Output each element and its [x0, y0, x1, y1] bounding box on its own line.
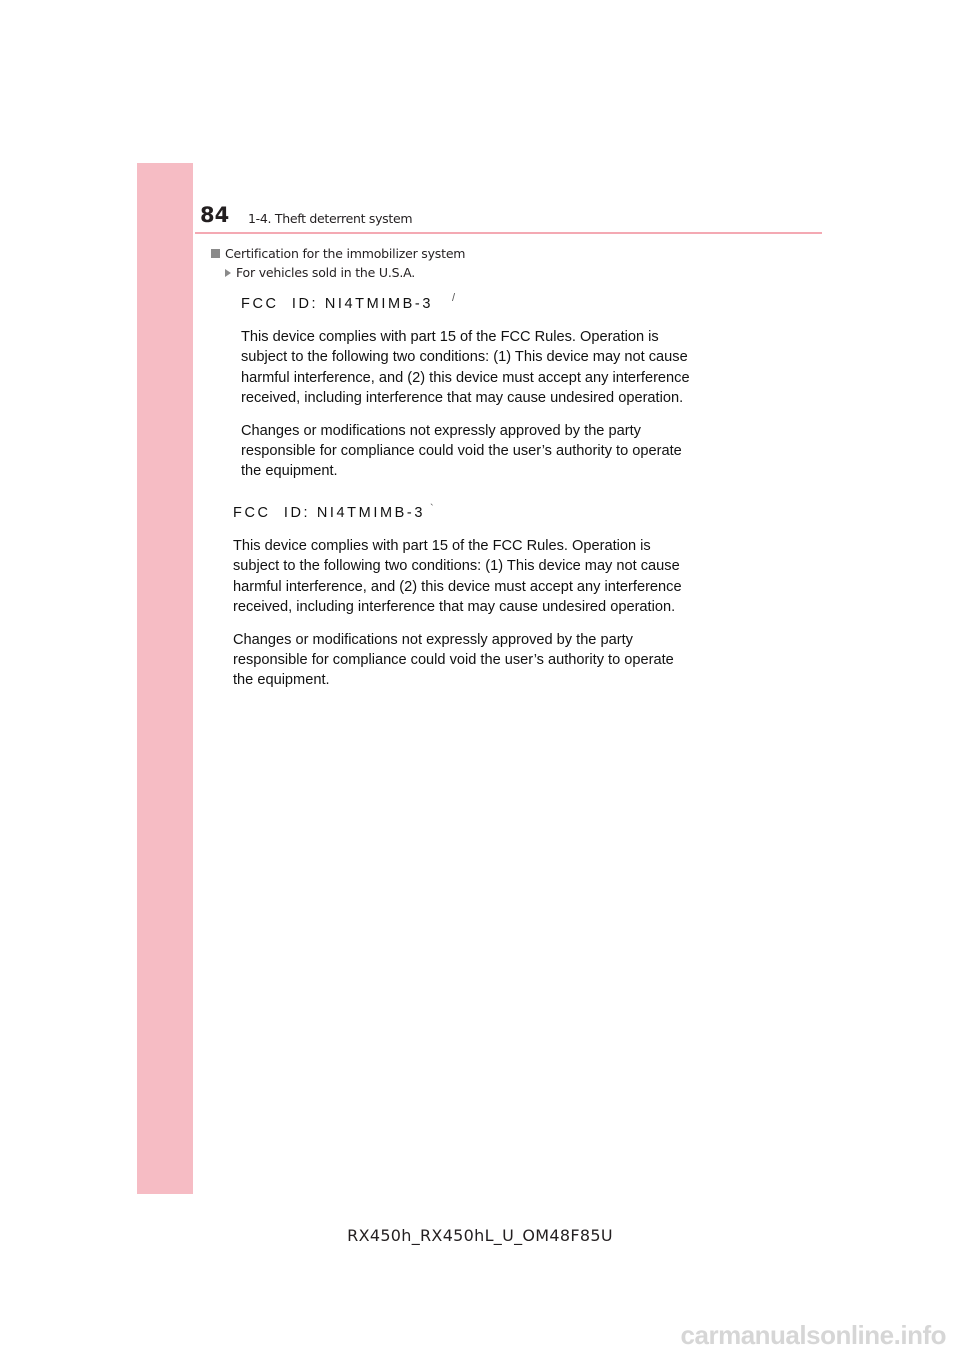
- header-divider: [195, 232, 822, 234]
- side-tab: [137, 163, 193, 1194]
- section-heading-text: Certification for the immobilizer system: [225, 246, 466, 261]
- fcc-modification-warning: Changes or modifications not expressly approved by the party responsible for compliance could void the user’s authority to operate the equipment.: [233, 631, 674, 689]
- scan-mark: /: [452, 292, 456, 304]
- page-number: 84: [200, 203, 230, 227]
- fcc-label-1: [241, 296, 690, 494]
- fcc-id: FCC ID: NI4TMIMB-3: [241, 296, 433, 312]
- fcc-compliance-statement: This device complies with part 15 of the FCC Rules. Operation is subject to the following two conditions: (1) This device may not cause harmful interference, and (2) this device must accept any interference received, including interference that may cause undesired operation.: [233, 538, 682, 616]
- triangle-bullet-icon: [225, 269, 231, 277]
- fcc-modification-warning: Changes or modifications not expressly approved by the party responsible for compliance could void the user’s authority to operate the equipment.: [241, 422, 682, 480]
- sub-item-text: For vehicles sold in the U.S.A.: [236, 265, 416, 280]
- scan-mark: `: [430, 503, 434, 515]
- square-bullet-icon: [211, 249, 220, 258]
- watermark: carmanualsonline.info: [680, 1320, 946, 1350]
- section-heading: [211, 246, 465, 261]
- fcc-id: FCC ID: NI4TMIMB-3: [233, 505, 425, 521]
- document-id: RX450h_RX450hL_U_OM48F85U: [347, 1226, 613, 1245]
- fcc-label-2: [233, 505, 682, 703]
- section-title: 1-4. Theft deterrent system: [248, 211, 413, 226]
- sub-item: [225, 265, 415, 280]
- fcc-compliance-statement: This device complies with part 15 of the FCC Rules. Operation is subject to the following two conditions: (1) This device may not cause harmful interference, and (2) this device must accept any interference received, including interference that may cause undesired operation.: [241, 329, 690, 407]
